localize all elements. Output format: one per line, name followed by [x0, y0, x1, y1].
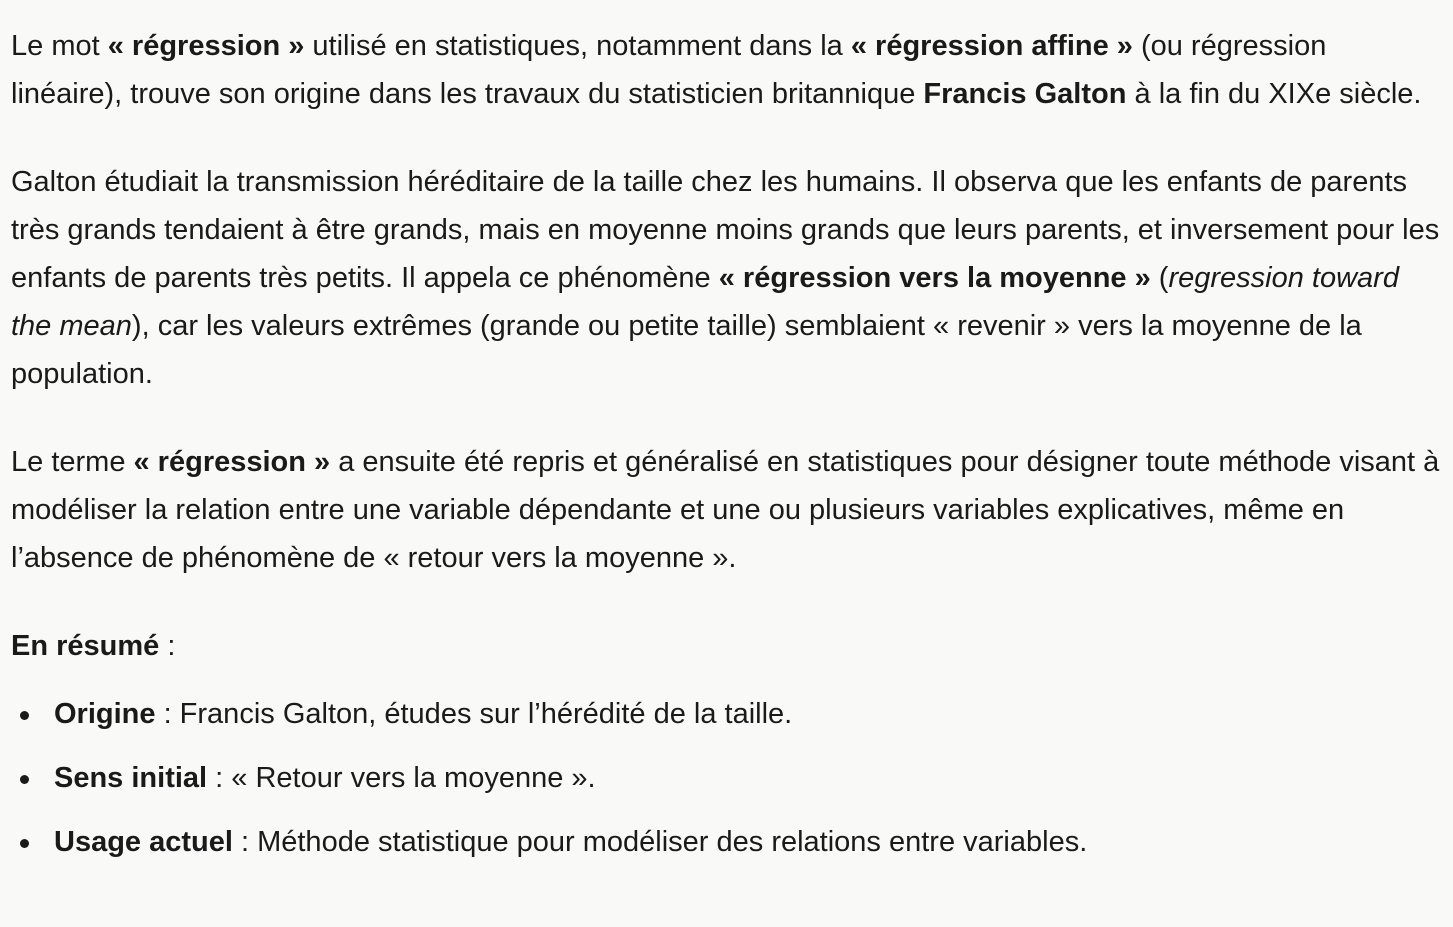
bold-term-regression-affine: « régression affine » [850, 30, 1133, 62]
summary-heading [11, 622, 1440, 670]
text-span: utilisé en statistiques, notamment dans la [304, 30, 851, 62]
list-item [54, 754, 1440, 802]
text-span: ), car les valeurs extrêmes (grande ou petite taille) semblaient « revenir » vers la moyenne de la population. [11, 310, 1362, 390]
paragraph-origin [11, 22, 1440, 118]
italic-term-english: regression toward the mean [11, 262, 1399, 342]
bold-term-regression-mean: « régression vers la moyenne » [718, 262, 1151, 294]
summary-title: En résumé [11, 630, 160, 662]
text-span: Galton étudiait la transmission héréditaire de la taille chez les humains. Il observa que les enfants de parents très grands tendaient à être grands, mais en moyenne moins grands que leurs parents, et inversement pour les enfants de parents très petits. Il appela ce phénomène [11, 166, 1440, 294]
list-item-text: : « Retour vers la moyenne ». [207, 762, 596, 794]
list-item [54, 818, 1440, 866]
text-span: Le mot [11, 30, 108, 62]
list-item-text: : Méthode statistique pour modéliser des relations entre variables. [232, 826, 1088, 858]
text-span: à la fin du XIXe siècle. [1126, 78, 1422, 110]
paragraph-galton-study [11, 158, 1440, 398]
list-item-label: Sens initial [54, 762, 208, 794]
text-span: (ou régression linéaire), trouve son origine dans les travaux du statisticien britannique [11, 30, 1327, 110]
list-item-label: Origine [54, 698, 156, 730]
text-span: ( [1150, 262, 1169, 294]
list-item-label: Usage actuel [54, 826, 233, 858]
text-span: Le terme [11, 446, 134, 478]
text-span: a ensuite été repris et généralisé en statistiques pour désigner toute méthode visant à modéliser la relation entre une variable dépendante et une ou plusieurs variables explicatives, même en l’absence de phénomène de « retour vers la moyenne ». [11, 446, 1440, 574]
bold-name-francis-galton: Francis Galton [923, 78, 1127, 110]
bold-term-regression: « régression » [133, 446, 331, 478]
paragraph-generalization [11, 438, 1440, 582]
bold-term-regression: « régression » [107, 30, 305, 62]
summary-list [11, 690, 1440, 866]
summary-title-suffix: : [159, 630, 176, 662]
list-item [54, 690, 1440, 738]
list-item-text: : Francis Galton, études sur l’hérédité de la taille. [155, 698, 793, 730]
